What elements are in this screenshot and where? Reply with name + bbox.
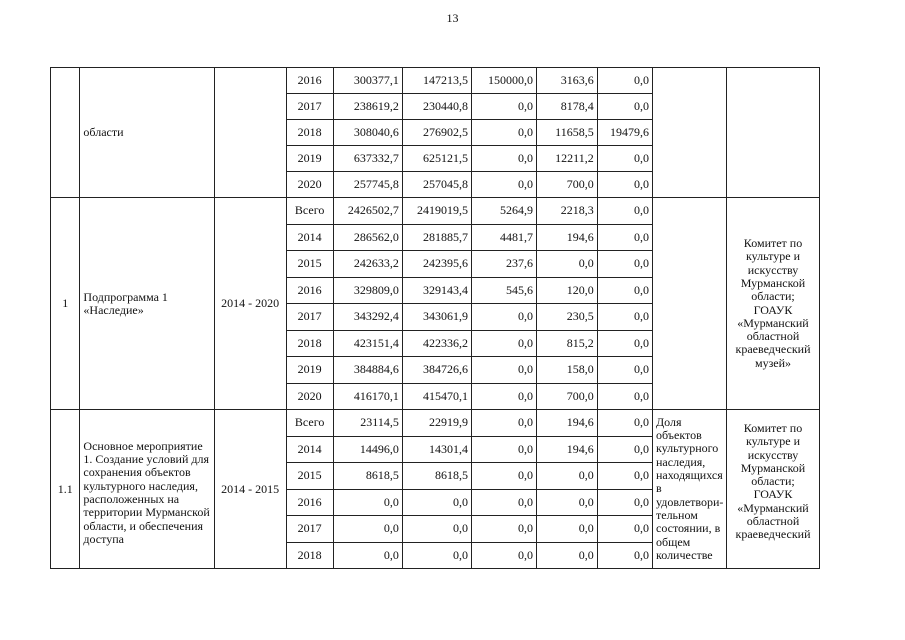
amount-cell: 237,6 <box>471 251 536 278</box>
amount-cell: 0,0 <box>597 172 652 198</box>
amount-cell: 2218,3 <box>536 198 597 225</box>
amount-cell: 0,0 <box>597 224 652 251</box>
amount-cell: 158,0 <box>536 357 597 384</box>
amount-cell: 230,5 <box>536 304 597 331</box>
amount-cell: 0,0 <box>333 542 402 569</box>
amount-cell: 0,0 <box>471 172 536 198</box>
amount-cell: 0,0 <box>471 330 536 357</box>
amount-cell: 150000,0 <box>471 68 536 94</box>
amount-cell: 194,6 <box>536 410 597 437</box>
amount-cell: 0,0 <box>597 383 652 410</box>
amount-cell: 545,6 <box>471 277 536 304</box>
amount-cell: 423151,4 <box>333 330 402 357</box>
amount-cell: 0,0 <box>402 516 471 543</box>
amount-cell: 700,0 <box>536 383 597 410</box>
indicator-cell <box>653 68 727 198</box>
amount-cell: 0,0 <box>471 120 536 146</box>
amount-cell: 0,0 <box>597 94 652 120</box>
amount-cell: 194,6 <box>536 436 597 463</box>
period-cell: 2014 - 2015 <box>214 410 286 569</box>
page-number: 13 <box>446 11 459 25</box>
amount-cell: 286562,0 <box>333 224 402 251</box>
amount-cell: 0,0 <box>471 304 536 331</box>
amount-cell: 637332,7 <box>333 146 402 172</box>
amount-cell: 0,0 <box>471 383 536 410</box>
amount-cell: 0,0 <box>471 516 536 543</box>
amount-cell: 0,0 <box>471 94 536 120</box>
amount-cell: 0,0 <box>597 251 652 278</box>
amount-cell: 4481,7 <box>471 224 536 251</box>
amount-cell: 329809,0 <box>333 277 402 304</box>
amount-cell: 308040,6 <box>333 120 402 146</box>
year-cell: 2017 <box>286 94 333 120</box>
amount-cell: 0,0 <box>597 516 652 543</box>
amount-cell: 343061,9 <box>402 304 471 331</box>
amount-cell: 281885,7 <box>402 224 471 251</box>
amount-cell: 384726,6 <box>402 357 471 384</box>
amount-cell: 0,0 <box>333 489 402 516</box>
year-cell: 2019 <box>286 357 333 384</box>
year-cell: 2020 <box>286 172 333 198</box>
amount-cell: 0,0 <box>597 277 652 304</box>
amount-cell: 0,0 <box>536 489 597 516</box>
amount-cell: 19479,6 <box>597 120 652 146</box>
executor-cell: Комитет по культуре и искусству Мурманской области; ГОАУК «Мурманский областной краеведческий <box>727 410 819 569</box>
year-cell: 2018 <box>286 542 333 569</box>
amount-cell: 0,0 <box>402 542 471 569</box>
amount-cell: 0,0 <box>597 463 652 490</box>
year-cell: 2016 <box>286 68 333 94</box>
amount-cell: 300377,1 <box>333 68 402 94</box>
amount-cell: 0,0 <box>597 198 652 225</box>
amount-cell: 625121,5 <box>402 146 471 172</box>
year-cell: 2015 <box>286 463 333 490</box>
amount-cell: 0,0 <box>597 542 652 569</box>
amount-cell: 0,0 <box>597 357 652 384</box>
amount-cell: 0,0 <box>471 410 536 437</box>
table-row <box>51 68 905 94</box>
amount-cell: 0,0 <box>402 489 471 516</box>
row-number-cell: 1.1 <box>51 410 80 569</box>
amount-cell: 14301,4 <box>402 436 471 463</box>
amount-cell: 276902,5 <box>402 120 471 146</box>
period-cell: 2014 - 2020 <box>214 198 286 410</box>
amount-cell: 242633,2 <box>333 251 402 278</box>
amount-cell: 700,0 <box>536 172 597 198</box>
item-name-cell: области <box>80 68 214 198</box>
year-cell: 2019 <box>286 146 333 172</box>
year-cell: 2020 <box>286 383 333 410</box>
amount-cell: 8178,4 <box>536 94 597 120</box>
indicator-cell: Доля объектов культурного наследия, находящихся в удовлетвори-тельном состоянии, в общем количестве <box>653 410 727 569</box>
year-cell: 2018 <box>286 330 333 357</box>
item-name-cell: Подпрограмма 1 «Наследие» <box>80 198 214 410</box>
amount-cell: 3163,6 <box>536 68 597 94</box>
amount-cell: 257045,8 <box>402 172 471 198</box>
year-cell: 2015 <box>286 251 333 278</box>
amount-cell: 815,2 <box>536 330 597 357</box>
amount-cell: 0,0 <box>536 251 597 278</box>
amount-cell: 22919,9 <box>402 410 471 437</box>
amount-cell: 2426502,7 <box>333 198 402 225</box>
amount-cell: 238619,2 <box>333 94 402 120</box>
amount-cell: 0,0 <box>597 436 652 463</box>
budget-table <box>50 67 905 569</box>
amount-cell: 0,0 <box>471 357 536 384</box>
amount-cell: 2419019,5 <box>402 198 471 225</box>
amount-cell: 416170,1 <box>333 383 402 410</box>
amount-cell: 242395,6 <box>402 251 471 278</box>
amount-cell: 194,6 <box>536 224 597 251</box>
amount-cell: 0,0 <box>597 330 652 357</box>
table-row <box>51 198 905 225</box>
year-cell: 2014 <box>286 436 333 463</box>
item-name-cell: Основное мероприятие 1. Создание условий для сохранения объектов культурного наследия, расположенных на территории Мурманской области, и обеспечения доступа <box>80 410 214 569</box>
amount-cell: 0,0 <box>333 516 402 543</box>
amount-cell: 147213,5 <box>402 68 471 94</box>
year-cell: Всего <box>286 198 333 225</box>
amount-cell: 5264,9 <box>471 198 536 225</box>
amount-cell: 0,0 <box>471 489 536 516</box>
amount-cell: 343292,4 <box>333 304 402 331</box>
year-cell: 2017 <box>286 516 333 543</box>
amount-cell: 12211,2 <box>536 146 597 172</box>
amount-cell: 0,0 <box>536 516 597 543</box>
year-cell: 2017 <box>286 304 333 331</box>
amount-cell: 0,0 <box>536 463 597 490</box>
amount-cell: 0,0 <box>471 542 536 569</box>
amount-cell: 0,0 <box>471 463 536 490</box>
year-cell: 2016 <box>286 277 333 304</box>
amount-cell: 0,0 <box>471 436 536 463</box>
amount-cell: 0,0 <box>597 410 652 437</box>
amount-cell: 0,0 <box>471 146 536 172</box>
amount-cell: 415470,1 <box>402 383 471 410</box>
row-number-cell <box>51 68 80 198</box>
amount-cell: 0,0 <box>597 146 652 172</box>
amount-cell: 422336,2 <box>402 330 471 357</box>
amount-cell: 0,0 <box>536 542 597 569</box>
amount-cell: 230440,8 <box>402 94 471 120</box>
year-cell: 2016 <box>286 489 333 516</box>
period-cell <box>214 68 286 198</box>
row-number-cell: 1 <box>51 198 80 410</box>
amount-cell: 384884,6 <box>333 357 402 384</box>
amount-cell: 329143,4 <box>402 277 471 304</box>
year-cell: 2018 <box>286 120 333 146</box>
amount-cell: 257745,8 <box>333 172 402 198</box>
amount-cell: 8618,5 <box>402 463 471 490</box>
year-cell: Всего <box>286 410 333 437</box>
amount-cell: 0,0 <box>597 489 652 516</box>
amount-cell: 0,0 <box>597 68 652 94</box>
amount-cell: 8618,5 <box>333 463 402 490</box>
executor-cell: Комитет по культуре и искусству Мурманской области; ГОАУК «Мурманский областной краеведческий музей» <box>727 198 819 410</box>
amount-cell: 11658,5 <box>536 120 597 146</box>
amount-cell: 23114,5 <box>333 410 402 437</box>
table-row <box>51 410 905 437</box>
indicator-cell <box>653 198 727 410</box>
amount-cell: 120,0 <box>536 277 597 304</box>
amount-cell: 14496,0 <box>333 436 402 463</box>
year-cell: 2014 <box>286 224 333 251</box>
executor-cell <box>727 68 819 198</box>
amount-cell: 0,0 <box>597 304 652 331</box>
